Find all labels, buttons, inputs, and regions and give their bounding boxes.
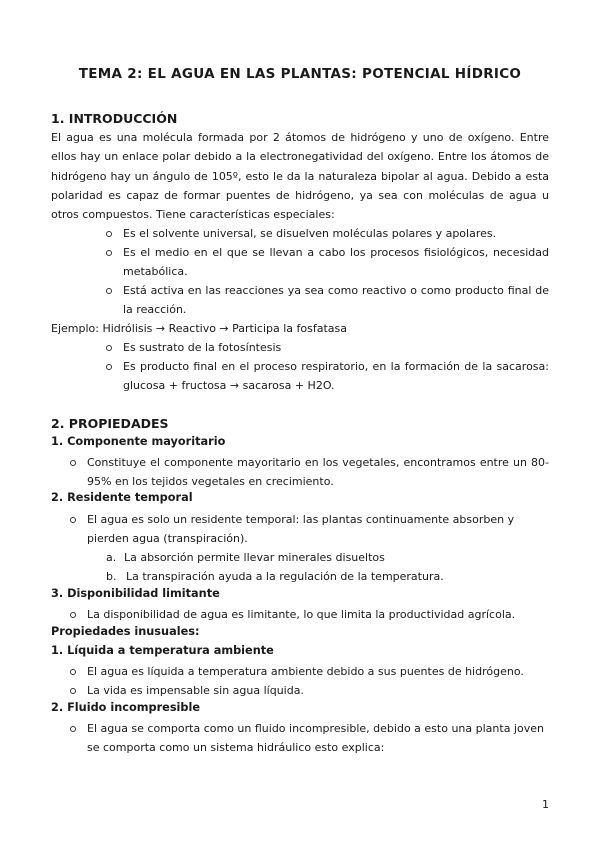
subheading-disponibilidad-limitante: 3. Disponibilidad limitante (51, 587, 220, 600)
sublist-marker-a: a. (106, 551, 117, 564)
bullet-icon (106, 364, 112, 370)
bullet-icon (70, 669, 76, 675)
example-line: Ejemplo: Hidrólisis → Reactivo → Participa la fosfatasa (51, 322, 348, 335)
sublist-item-a: La absorción permite llevar minerales disueltos (124, 551, 385, 564)
bullet-icon (106, 345, 112, 351)
subheading-liquida-temperatura-ambiente: 1. Líquida a temperatura ambiente (51, 644, 274, 657)
subheading-residente-temporal: 2. Residente temporal (51, 491, 193, 504)
subheading-fluido-incompresible: 2. Fluido incompresible (51, 701, 201, 714)
bullet-icon (70, 612, 76, 618)
bullet-icon (106, 288, 112, 294)
bullet-icon (70, 726, 76, 732)
section-heading-propiedades: 2. PROPIEDADES (51, 416, 169, 431)
document-title: TEMA 2: EL AGUA EN LAS PLANTAS: POTENCIAL HÍDRICO (78, 66, 522, 82)
bullet-icon (70, 688, 76, 694)
bullet-icon (106, 231, 112, 237)
section-heading-introduccion: 1. INTRODUCCIÓN (51, 111, 178, 126)
subheading-propiedades-inusuales: Propiedades inusuales: (51, 625, 200, 638)
page-number: 1 (542, 798, 549, 811)
bullet-icon (70, 460, 76, 466)
document-page: TEMA 2: EL AGUA EN LAS PLANTAS: POTENCIAL HÍDRICO 1. INTRODUCCIÓN El agua es una molécula formada por 2 átomos de hidrógeno y uno de oxígeno. Entre ellos hay un enlace polar debido a la electronegatividad del oxígeno. Entre los átomos de hidrógeno hay un ángulo de 105º, esto le da la naturaleza bipolar al agua. Debido a esta polaridad es capaz de formar puentes de hidrógeno, ya sea con moléculas de agua u otros compuestos. Tiene características especiales: Es el solvente universal, se disuelven moléculas polares y apolares. Es el medio en el que se llevan a cabo los procesos fisiológicos, necesidad metabólica. Está activa en las reacciones ya sea como reactivo o como producto final de la reacción. Ejemplo: Hidrólisis → Reactivo → Participa la fosfatasa Es sustrato de la fotosíntesis Es producto final en el proceso respiratorio, en la formación de la sacarosa: glucosa + fructosa → sacarosa + H2O. 2. PROPIEDADES 1. Componente mayoritario Constituye el componente mayoritario en los vegetales, encontramos entre un 80-95% en los tejidos vegetales en crecimiento. 2. Residente temporal El agua es solo un residente temporal: las plantas continuamente absorben y pierden agua (transpiración). a. La absorción permite llevar minerales disueltos b. La transpiración ayuda a la regulación de la temperatura. 3. Disponibilidad limitante La disponibilidad de agua es limitante, lo que limita la productividad agrícola. Propiedades inusuales: 1. Líquida a temperatura ambiente El agua es líquida a temperatura ambiente debido a sus puentes de hidrógeno. La vida es impensable sin agua líquida. 2. Fluido incompresible El agua se comporta como un fluido incompresible, debido a esto una planta joven se comporta como un sistema hidráulico esto explica: 1 (0, 0, 600, 848)
bullet-icon (106, 250, 112, 256)
bullet-icon (70, 517, 76, 523)
subheading-componente-mayoritario: 1. Componente mayoritario (51, 435, 226, 448)
sublist-item-b: La transpiración ayuda a la regulación de la temperatura. (126, 570, 444, 583)
intro-paragraph: El agua es una molécula formada por 2 átomos de hidrógeno y uno de oxígeno. Entre ellos hay un enlace polar debido a la electronegatividad del oxígeno. Entre los átomos de hidrógeno hay un ángulo de 105º, esto le da la naturaleza bipolar al agua. Debido a esta polaridad es capaz de formar puentes de hidrógeno, ya sea con moléculas de agua u otros compuestos. Tiene características especiales: (51, 131, 549, 222)
sublist-marker-b: b. (106, 570, 117, 583)
